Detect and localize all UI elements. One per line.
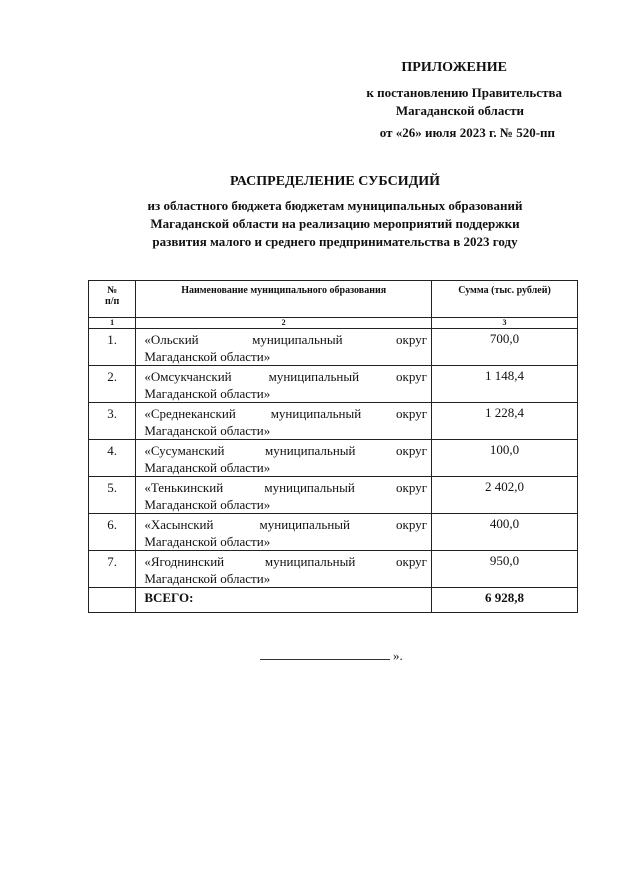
municipality-name-word: муниципальный	[264, 480, 355, 495]
row-sum: 100,0	[432, 440, 578, 477]
appendix-heading: ПРИЛОЖЕНИЕ	[401, 60, 507, 75]
row-number: 1.	[89, 329, 136, 366]
row-municipality	[136, 440, 432, 477]
total-row	[89, 588, 578, 613]
municipality-name-line-1	[144, 331, 427, 348]
municipality-name-word: «Ольский	[144, 332, 199, 347]
column-number-row	[89, 318, 578, 329]
row-number: 3.	[89, 403, 136, 440]
row-municipality	[136, 477, 432, 514]
signature-line	[260, 659, 390, 660]
municipality-name-line-1	[144, 553, 427, 570]
municipality-name-word: муниципальный	[259, 517, 350, 532]
municipality-name-line-1	[144, 405, 427, 422]
row-sum: 1 228,4	[432, 403, 578, 440]
municipality-name-word: округ	[396, 554, 428, 569]
municipality-name-line-2: Магаданской области»	[144, 460, 271, 475]
table-row	[89, 477, 578, 514]
municipality-name-line-2: Магаданской области»	[144, 386, 271, 401]
row-number: 7.	[89, 551, 136, 588]
municipality-name-line-2: Магаданской области»	[144, 349, 271, 364]
table-row	[89, 440, 578, 477]
table-row	[89, 329, 578, 366]
row-number: 4.	[89, 440, 136, 477]
row-sum: 700,0	[432, 329, 578, 366]
closing-quote: ».	[393, 648, 403, 663]
table-row	[89, 514, 578, 551]
municipality-name-word: муниципальный	[265, 443, 356, 458]
municipality-name-word: муниципальный	[252, 332, 343, 347]
municipality-name-line-1	[144, 479, 427, 496]
municipality-name-word: муниципальный	[264, 554, 356, 569]
header-name: Наименование муниципального образования	[136, 281, 432, 318]
municipality-name-word: «Хасынский	[144, 517, 214, 532]
row-sum: 2 402,0	[432, 477, 578, 514]
municipality-name-word: «Среднеканский	[144, 406, 236, 421]
table-body	[89, 329, 578, 588]
municipality-name-word: округ	[396, 480, 428, 495]
row-municipality	[136, 329, 432, 366]
municipality-name-word: округ	[396, 332, 428, 347]
municipality-name-word: «Ягоднинский	[144, 554, 225, 569]
municipality-name-word: муниципальный	[268, 369, 360, 384]
total-sum: 6 928,8	[432, 588, 578, 613]
municipality-name-word: округ	[396, 443, 428, 458]
municipality-name-word: муниципальный	[270, 406, 362, 421]
appendix-line-1: к постановлению Правительства	[366, 85, 562, 100]
header-num	[89, 281, 136, 318]
document-subtitle-line-2: Магаданской области на реализацию мероприятий поддержки	[150, 216, 520, 231]
header-num-top: №	[107, 285, 118, 296]
municipality-name-word: округ	[396, 369, 428, 384]
table-header-row	[89, 281, 578, 318]
row-municipality	[136, 366, 432, 403]
column-number-1: 1	[89, 318, 136, 329]
municipality-name-word: округ	[396, 517, 428, 532]
document-subtitle-line-3: развития малого и среднего предпринимательства в 2023 году	[152, 234, 518, 249]
row-number: 5.	[89, 477, 136, 514]
municipality-name-word: «Тенькинский	[144, 480, 224, 495]
document-subtitle-line-1: из областного бюджета бюджетам муниципальных образований	[147, 198, 523, 213]
row-municipality	[136, 514, 432, 551]
municipality-name-line-1	[144, 442, 427, 459]
row-municipality	[136, 403, 432, 440]
municipality-name-line-2: Магаданской области»	[144, 497, 271, 512]
subsidy-table	[88, 280, 578, 613]
row-municipality	[136, 551, 432, 588]
row-number: 6.	[89, 514, 136, 551]
municipality-name-line-2: Магаданской области»	[144, 571, 271, 586]
municipality-name-line-1	[144, 368, 427, 385]
municipality-name-word: округ	[396, 406, 428, 421]
document-title: РАСПРЕДЕЛЕНИЕ СУБСИДИЙ	[229, 174, 440, 189]
header-sum: Сумма (тыс. рублей)	[432, 281, 578, 318]
table-row	[89, 403, 578, 440]
total-label: ВСЕГО:	[136, 588, 432, 613]
table-row	[89, 551, 578, 588]
table-row	[89, 366, 578, 403]
header-num-bottom: п/п	[105, 296, 120, 307]
column-number-3: 3	[432, 318, 578, 329]
appendix-date-line: от «26» июля 2023 г. № 520-пп	[379, 125, 555, 140]
column-number-2: 2	[136, 318, 432, 329]
municipality-name-line-1	[144, 516, 427, 533]
row-sum: 1 148,4	[432, 366, 578, 403]
appendix-line-2: Магаданской области	[395, 103, 524, 118]
municipality-name-line-2: Магаданской области»	[144, 423, 271, 438]
municipality-name-line-2: Магаданской области»	[144, 534, 271, 549]
total-num-cell	[89, 588, 136, 613]
municipality-name-word: «Омсукчанский	[144, 369, 232, 384]
row-sum: 400,0	[432, 514, 578, 551]
municipality-name-word: «Сусуманский	[144, 443, 225, 458]
row-number: 2.	[89, 366, 136, 403]
row-sum: 950,0	[432, 551, 578, 588]
